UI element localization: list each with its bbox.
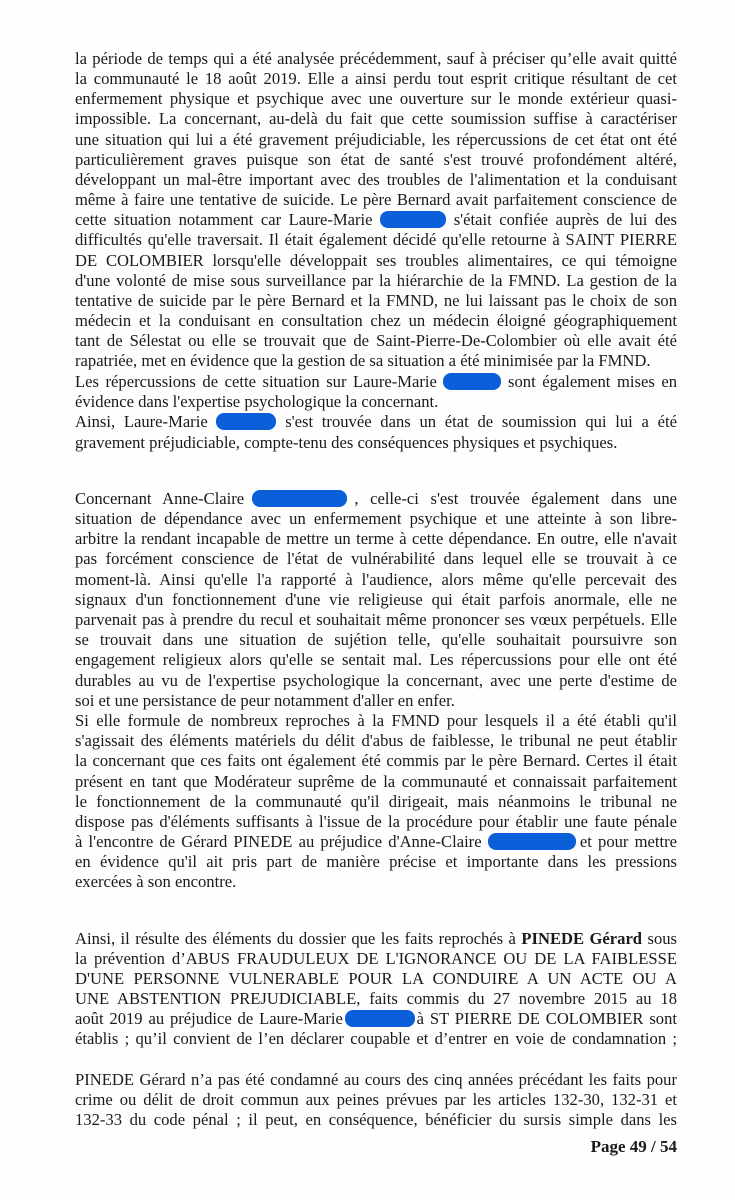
- text-line: la concernant que ces faits ont également été commis par le père Bernard. Certes il était: [75, 751, 677, 770]
- text-line: enfermement physique et psychique avec une ouverture sur le monde extérieur quasi-: [75, 89, 677, 108]
- redaction-block: [345, 1010, 415, 1027]
- text-line: situation de dépendance avec un enfermement psychique et une atteinte à son libre-: [75, 509, 677, 528]
- text-line: rapatriée, met en évidence que la gestion de sa situation a été minimisée par la FMND.: [75, 351, 651, 370]
- text-line: engagement religieux alors qu'elle se sentait mal. Les répercussions pour elle ont été: [75, 650, 677, 669]
- text-line: tant de Sélestat ou elle se trouvait que de Saint-Pierre-De-Colombier où elle avait été: [75, 331, 677, 350]
- text-line: arbitre la rendant incapable de mettre un terme à cette dépendance. En outre, elle n'avait: [75, 529, 677, 548]
- text-line: [75, 210, 677, 230]
- text-line: durables au vu de l'expertise psychologique la concernant, avec une perte d'estime de: [75, 671, 677, 690]
- redaction-block: [216, 413, 276, 430]
- redaction-block: [488, 833, 576, 850]
- page-number: Page 49 / 54: [590, 1137, 677, 1156]
- text-line: le fonctionnement de la communauté qu'il dirigeait, mais néanmoins le tribunal ne: [75, 792, 677, 811]
- text-line: difficultés qu'elle traversait. Il était également décidé qu'elle retourne à SAINT PIERRE: [75, 230, 677, 249]
- text-fragment: à l'encontre de Gérard PINEDE au préjudice d'Anne-Claire: [75, 832, 482, 851]
- text-line: DE COLOMBIER lorsqu'elle développait ses troubles alimentaires, ce qui témoigne: [75, 251, 677, 270]
- text-line: [75, 929, 677, 949]
- text-line: moment-là. Ainsi qu'elle l'a rapporté à l'audience, alors même qu'elle percevait des: [75, 570, 677, 589]
- text-line: d'une volonté de mise sous surveillance par la hiérarchie de la FMND. La gestion de la: [75, 271, 677, 290]
- text-line: se trouvait dans une situation de sujétion telle, qu'elle souhaitait poursuivre son: [75, 630, 677, 649]
- text-fragment: Concernant Anne-Claire: [75, 489, 245, 508]
- text-fragment: Ainsi, il résulte des éléments du dossier que les faits reprochés à: [75, 929, 516, 948]
- text-line: la période de temps qui a été analysée précédemment, sauf à préciser qu’elle avait quitté: [75, 49, 677, 68]
- text-line: parvenait pas à prendre du recul et souhaitait même prononcer ses vœux perpétuels. Elle: [75, 610, 677, 629]
- text-line: [75, 372, 677, 392]
- text-line: PINEDE Gérard n’a pas été condamné au cours des cinq années précédant les faits pour: [75, 1070, 677, 1089]
- text-line: présent en tant que Modérateur suprême de la communauté et connaissait parfaitement: [75, 772, 677, 791]
- text-fragment: Ainsi, Laure-Marie: [75, 412, 208, 431]
- text-line: crime ou délit de droit commun aux peines prévues par les articles 132-30, 132-31 et: [75, 1090, 677, 1109]
- text-line: UNE ABSTENTION PREJUDICIABLE, faits commis du 27 novembre 2015 au 18: [75, 989, 677, 1008]
- text-line: même à faire une tentative de suicide. Le père Bernard avait parfaitement conscience de: [75, 190, 677, 209]
- text-line: évidence dans l'expertise psychologique la concernant.: [75, 392, 439, 411]
- text-line: particulièrement graves puisque son état de santé s'est trouvé profondément altéré,: [75, 150, 677, 169]
- text-line: signaux d'un fonctionnement d'une vie religieuse qui était parfois anormale, elle ne: [75, 590, 677, 609]
- text-line: pas forcément conscience de l'état de vulnérabilité dans lequel elle se trouvait à ce: [75, 549, 677, 568]
- text-line: impossible. La concernant, au-delà du fait que cette soumission suffise à caractériser: [75, 109, 677, 128]
- text-line: D'UNE PERSONNE VULNERABLE POUR LA CONDUIRE A UN ACTE OU A: [75, 969, 677, 988]
- text-line: [75, 832, 677, 852]
- text-fragment: sous: [647, 929, 677, 948]
- redaction-block: [443, 373, 501, 390]
- text-line: en évidence qu'il ait pris part de manière précise et importante dans les pressions: [75, 852, 677, 871]
- text-line: la communauté le 18 août 2019. Elle a ainsi perdu tout esprit critique résultant de cet: [75, 69, 677, 88]
- text-line: établis ; qu’il convient de l’en déclarer coupable et d’entrer en voie de condamnation ;: [75, 1029, 677, 1048]
- text-fragment: à ST PIERRE DE COLOMBIER sont: [416, 1009, 677, 1028]
- defendant-name: PINEDE Gérard: [521, 929, 643, 948]
- text-line: [75, 1009, 677, 1029]
- text-fragment: , celle-ci s'est trouvée également dans une: [354, 489, 677, 508]
- text-line: la prévention d’ABUS FRAUDULEUX DE L'IGNORANCE OU DE LA FAIBLESSE: [75, 949, 677, 968]
- text-line: [75, 412, 677, 432]
- text-line: une situation qui lui a été gravement préjudiciable, les répercussions de cet état ont été: [75, 130, 677, 149]
- text-line: dispose pas d'éléments suffisants à l'issue de la procédure pour établir une faute pénale: [75, 812, 677, 831]
- text-line: tentative de suicide par le père Bernard et la FMND, ne lui laissant pas le choix de son: [75, 291, 677, 310]
- text-line: exercées à son encontre.: [75, 872, 237, 891]
- text-line: Si elle formule de nombreux reproches à la FMND pour lesquels il a été établi qu'il: [75, 711, 677, 730]
- text-fragment: Les répercussions de cette situation sur Laure-Marie: [75, 372, 437, 391]
- text-line: s'agissait des éléments matériels du délit d'abus de faiblesse, le tribunal ne peut établir: [75, 731, 677, 750]
- text-fragment: s'était confiée auprès de lui des: [453, 210, 677, 229]
- text-line: gravement préjudiciable, compte-tenu des conséquences physiques et psychiques.: [75, 433, 618, 452]
- text-line: [75, 489, 677, 509]
- redaction-block: [380, 211, 446, 228]
- text-fragment: et pour mettre: [579, 832, 677, 851]
- text-fragment: août 2019 au préjudice de Laure-Marie: [75, 1009, 343, 1028]
- text-line: 132-33 du code pénal ; il peut, en conséquence, bénéficier du sursis simple dans les: [75, 1110, 677, 1129]
- redaction-block: [252, 490, 347, 507]
- text-fragment: sont également mises en: [508, 372, 677, 391]
- text-fragment: cette situation notamment car Laure-Marie: [75, 210, 373, 229]
- text-line: médecin et la conduisant en consultation chez un médecin éloigné géographiquement: [75, 311, 677, 330]
- text-fragment: s'est trouvée dans un état de soumission qui lui a été: [285, 412, 677, 431]
- text-line: développant un mal-être important avec des troubles de l'alimentation et la conduisant: [75, 170, 677, 189]
- text-line: soi et une persistance de peur notamment d'aller en enfer.: [75, 691, 455, 710]
